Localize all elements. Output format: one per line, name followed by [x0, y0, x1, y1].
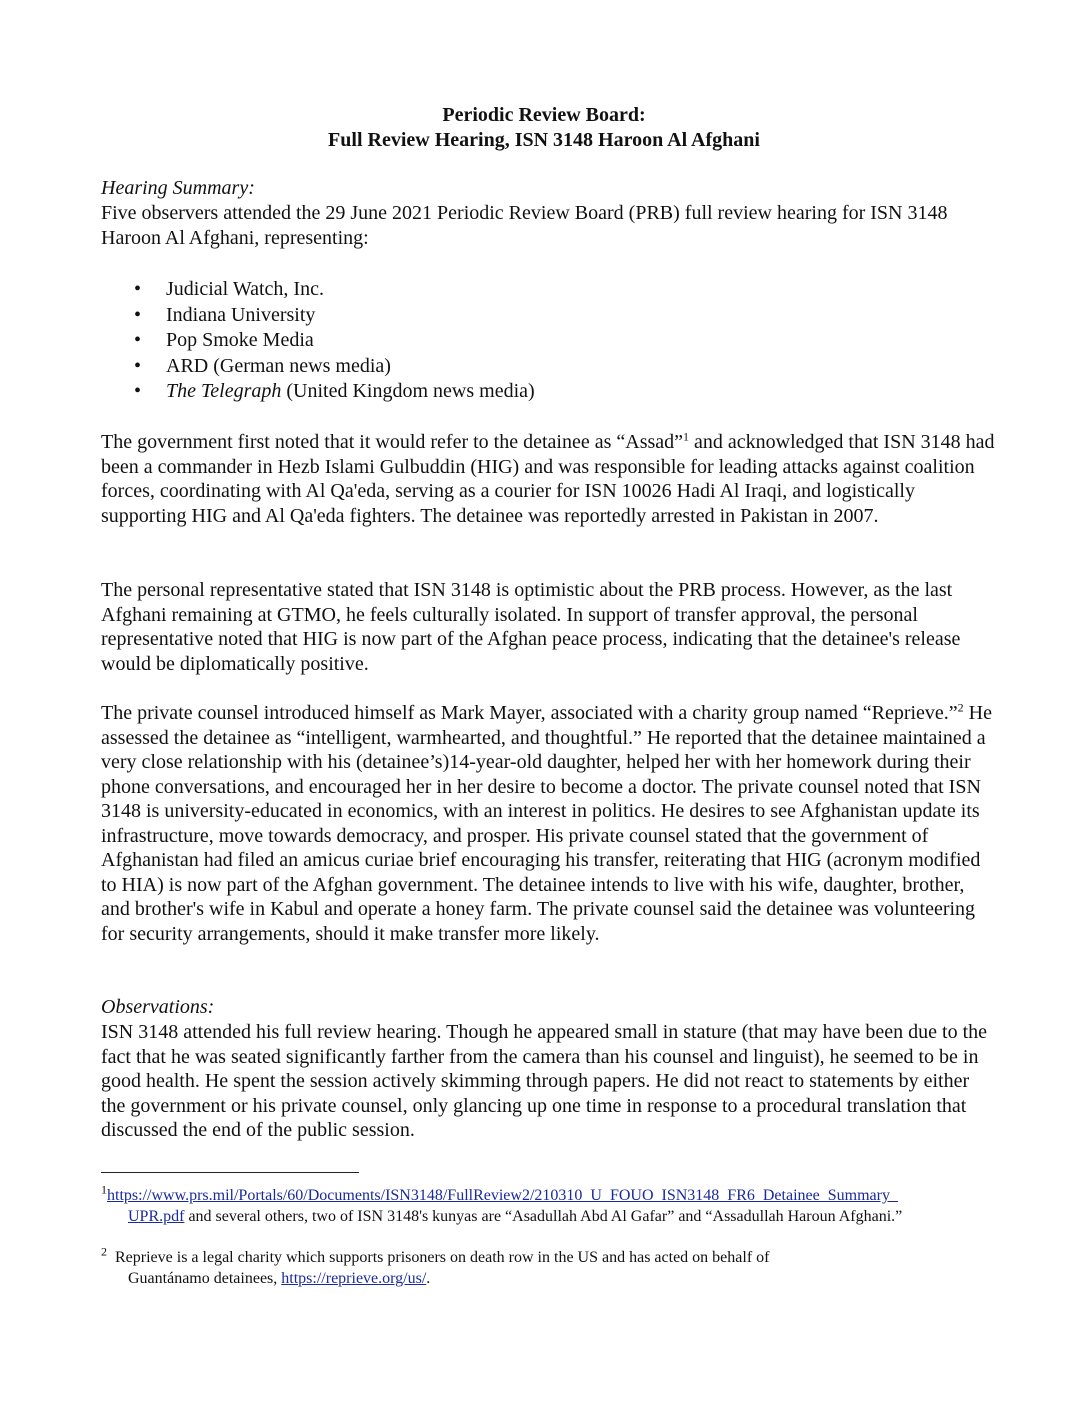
personal-representative-paragraph: The personal representative stated that ISN 3148 is optimistic about the PRB process. However, as the last Afghani remaining at GTMO, he feels culturally isolated. In support of transfer approval, the personal representative noted that HIG is now part of the Afghan peace process, indicating that the detainee's release would be diplomatically positive.: [101, 579, 961, 675]
counsel-text-a: The private counsel introduced himself as Mark Mayer, associated with a charity group named “Reprieve.”: [101, 702, 958, 724]
counsel-text-b: He assessed the detainee as “intelligent, warmhearted, and thoughtful.” He reported that the detainee maintained a very close relationship with his (detainee’s)14-year-old daughter, helped her with her homework during their phone conversations, and encouraged her in her desire to become a doctor. The private counsel noted that ISN 3148 is university-educated in economics, with an interest in politics. He desires to see Afghanistan update its infrastructure, move towards democracy, and prosper. His private counsel stated that the government of Afghanistan had filed an amicus curiae brief encouraging his transfer, reiterating that HIG (acronym modified to HIA) is now part of the Afghan government. The detainee intends to live with his wife, daughter, brother, and brother's wife in Kabul and operate a honey farm. The private counsel said the detainee was volunteering for security arrangements, should it make transfer more likely.: [101, 702, 992, 945]
footnote-2-link[interactable]: https://reprieve.org/us/: [281, 1270, 427, 1287]
footnote-2: [101, 1244, 1001, 1289]
bullet-icon: •: [134, 303, 142, 326]
observer-name-rest: (United Kingdom news media): [281, 380, 535, 402]
hearing-summary-intro: Five observers attended the 29 June 2021 Periodic Review Board (PRB) full review hearing for ISN 3148 Haroon Al Afghani, representing:: [101, 202, 948, 249]
footnote-divider: [101, 1172, 359, 1173]
footnote-1-text: and several others, two of ISN 3148's kunyas are “Asadullah Abd Al Gafar” and “Assadullah Haroun Afghani.”: [184, 1208, 903, 1225]
bullet-icon: •: [134, 380, 142, 402]
footnote-1-link[interactable]: https://www.prs.mil/Portals/60/Documents/ISN3148/FullReview2/210310_U_FOUO_ISN3148_FR6_Detainee_Summary_: [107, 1187, 898, 1204]
footnote-1-link-continued[interactable]: UPR.pdf: [128, 1208, 185, 1225]
list-item: [101, 379, 901, 405]
list-item: [101, 354, 901, 380]
observations-heading: Observations:: [101, 996, 215, 1018]
list-item: [101, 303, 901, 329]
list-item: [101, 277, 901, 303]
footnote-2-period: .: [426, 1270, 431, 1287]
footnote-1: [101, 1182, 1001, 1227]
footnote-ref-2: 2: [957, 700, 964, 715]
hearing-summary-heading: Hearing Summary:: [101, 177, 255, 199]
observations-paragraph: ISN 3148 attended his full review hearing. Though he appeared small in stature (that may have been due to the fact that he was seated significantly farther from the camera than his counsel and linguist), he seemed to be in good health. He spent the session actively skimming through papers. He did not react to statements by either the government or his private counsel, only glancing up one time in response to a procedural translation that discussed the end of the public session.: [101, 1021, 988, 1141]
footnote-1-marker: 1: [101, 1182, 107, 1197]
footnote-ref-1: 1: [683, 429, 690, 444]
observer-name: Judicial Watch, Inc.: [166, 278, 324, 300]
footnote-2-text-continued: Guantánamo detainees,: [128, 1270, 282, 1287]
footnote-2-text: Reprieve is a legal charity which supports prisoners on death row in the US and has acted on behalf of: [115, 1249, 770, 1266]
document-title-line-2: Full Review Hearing, ISN 3148 Haroon Al Afghani: [328, 129, 760, 151]
government-paragraph: [101, 430, 996, 528]
government-text-a: The government first noted that it would refer to the detainee as “Assad”: [101, 431, 684, 453]
private-counsel-paragraph: [101, 701, 996, 946]
observer-list: [101, 277, 901, 405]
bullet-icon: •: [134, 354, 142, 377]
government-text-b: and acknowledged that ISN 3148 had been a commander in Hezb Islami Gulbuddin (HIG) and was responsible for leading attacks against coalition forces, coordinating with Al Qa'eda, serving as a courier for ISN 10026 Hadi Al Iraqi, and logistically supporting HIG and Al Qa'eda fighters. The detainee was reportedly arrested in Pakistan in 2007.: [101, 431, 995, 527]
bullet-icon: •: [134, 278, 142, 300]
observer-name-italic: The Telegraph: [166, 380, 282, 402]
list-item: [101, 328, 901, 354]
observer-name: Indiana University: [166, 303, 316, 326]
bullet-icon: •: [134, 329, 142, 351]
document-title-line-1: Periodic Review Board:: [442, 104, 646, 126]
footnote-2-marker: 2: [101, 1244, 107, 1259]
observer-name: Pop Smoke Media: [166, 329, 314, 351]
observer-name: ARD (German news media): [166, 354, 391, 377]
